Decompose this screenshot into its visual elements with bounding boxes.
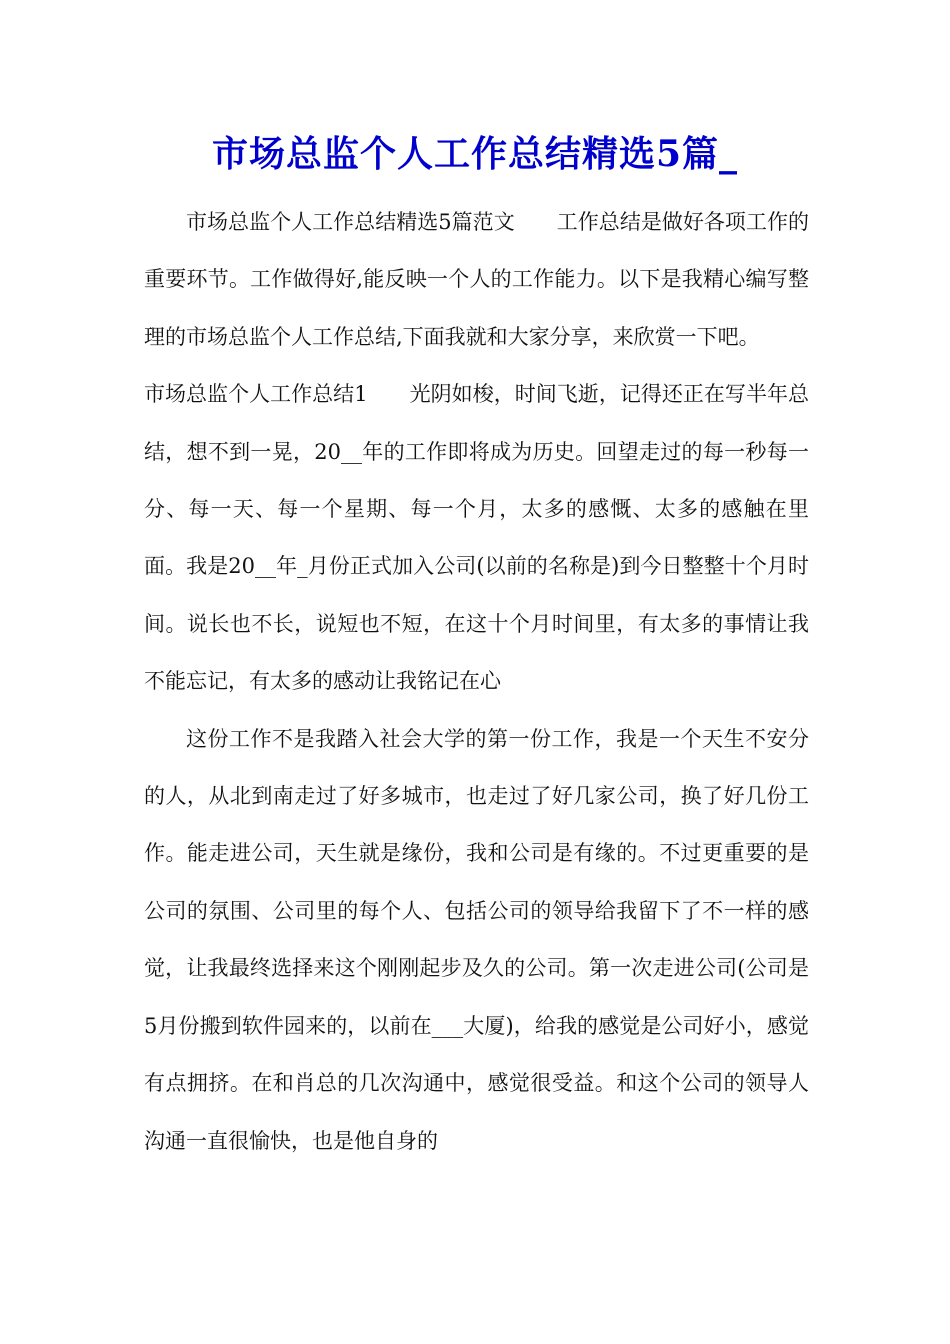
paragraph-intro: 市场总监个人工作总结精选5篇范文 工作总结是做好各项工作的重要环节。工作做得好,能反映一个人的工作能力。以下是我精心编写整理的市场总监个人工作总结,下面我就和大家分享，来欣赏一下吧。	[144, 210, 809, 349]
paragraph-job-story: 这份工作不是我踏入社会大学的第一份工作，我是一个天生不安分的人，从北到南走过了好多城市，也走过了好几家公司，换了好几份工作。能走进公司，天生就是缘份，我和公司是有缘的。不过更重要的是公司的氛围、公司里的每个人、包括公司的领导给我留下了不一样的感觉，让我最终选择来这个刚刚起步及久的公司。第一次走进公司(公司是5月份搬到软件园来的，以前在___大厦)，给我的感觉是公司好小，感觉有点拥挤。在和肖总的几次沟通中，感觉很受益。和这个公司的领导人沟通一直很愉快，也是他自身的	[144, 726, 809, 1153]
paragraph-summary-1: 市场总监个人工作总结1 光阴如梭，时间飞逝，记得还正在写半年总结，想不到一晃，20__年的工作即将成为历史。回望走过的每一秒每一分、每一天、每一个星期、每一个月，太多的感慨、太多的感触在里面。我是20__年_月份正式加入公司(以前的名称是)到今日整整十个月时间。说长也不长，说短也不短，在这十个月时间里，有太多的事情让我不能忘记，有太多的感动让我铭记在心	[144, 382, 809, 694]
document-body	[144, 194, 809, 1170]
document-title: 市场总监个人工作总结精选5篇_	[211, 133, 739, 175]
